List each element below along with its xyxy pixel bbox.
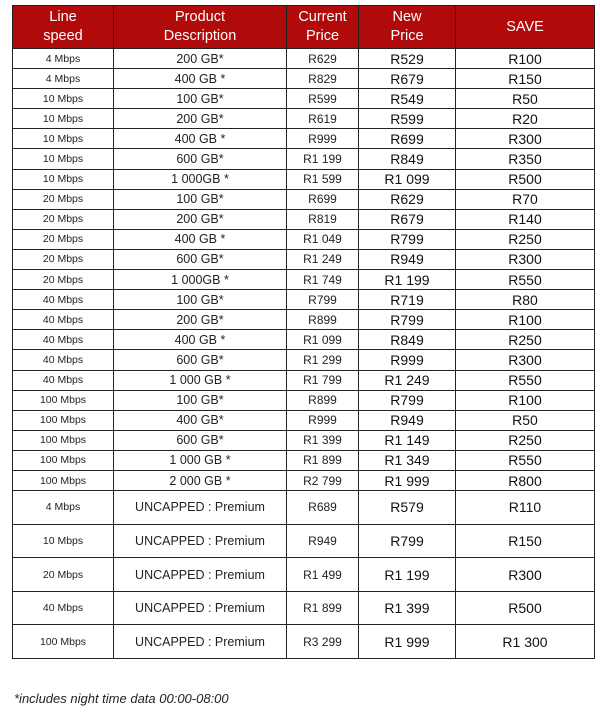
- current-price-cell: R899: [287, 390, 359, 410]
- product-description-cell: UNCAPPED : Premium: [114, 491, 287, 525]
- save-cell: R500: [456, 169, 595, 189]
- table-row: [13, 390, 595, 410]
- line-speed-cell: 20 Mbps: [13, 270, 114, 290]
- table-row: [13, 249, 595, 269]
- new-price-cell: R1 199: [359, 558, 456, 592]
- new-price-cell: R849: [359, 330, 456, 350]
- table-row: [13, 129, 595, 149]
- save-cell: R150: [456, 69, 595, 89]
- save-cell: R550: [456, 370, 595, 390]
- product-description-cell: 1 000 GB *: [114, 450, 287, 470]
- new-price-cell: R1 999: [359, 470, 456, 490]
- current-price-cell: R1 799: [287, 370, 359, 390]
- product-description-cell: 100 GB*: [114, 290, 287, 310]
- new-price-cell: R1 099: [359, 169, 456, 189]
- new-price-cell: R529: [359, 49, 456, 69]
- product-description-cell: 400 GB *: [114, 69, 287, 89]
- table-row: [13, 524, 595, 558]
- current-price-cell: R599: [287, 89, 359, 109]
- line-speed-cell: 20 Mbps: [13, 558, 114, 592]
- current-price-cell: R689: [287, 491, 359, 525]
- product-description-cell: 1 000 GB *: [114, 370, 287, 390]
- product-description-cell: 100 GB*: [114, 189, 287, 209]
- line-speed-cell: 40 Mbps: [13, 370, 114, 390]
- product-description-cell: 200 GB*: [114, 109, 287, 129]
- table-row: [13, 189, 595, 209]
- current-price-cell: R949: [287, 524, 359, 558]
- current-price-cell: R3 299: [287, 625, 359, 659]
- new-price-cell: R679: [359, 69, 456, 89]
- line-speed-cell: 40 Mbps: [13, 310, 114, 330]
- table-row: [13, 49, 595, 69]
- product-description-cell: 200 GB*: [114, 310, 287, 330]
- new-price-cell: R799: [359, 229, 456, 249]
- product-description-cell: 400 GB*: [114, 410, 287, 430]
- new-price-cell: R599: [359, 109, 456, 129]
- table-row: [13, 149, 595, 169]
- footnote: *includes night time data 00:00-08:00: [14, 691, 229, 706]
- header-new-price: New Price: [359, 6, 456, 49]
- table-row: [13, 310, 595, 330]
- new-price-cell: R679: [359, 209, 456, 229]
- new-price-cell: R949: [359, 410, 456, 430]
- new-price-cell: R629: [359, 189, 456, 209]
- line-speed-cell: 20 Mbps: [13, 209, 114, 229]
- line-speed-cell: 20 Mbps: [13, 189, 114, 209]
- save-cell: R50: [456, 89, 595, 109]
- save-cell: R550: [456, 270, 595, 290]
- save-cell: R250: [456, 229, 595, 249]
- line-speed-cell: 10 Mbps: [13, 169, 114, 189]
- product-description-cell: 2 000 GB *: [114, 470, 287, 490]
- line-speed-cell: 4 Mbps: [13, 69, 114, 89]
- save-cell: R300: [456, 558, 595, 592]
- current-price-cell: R699: [287, 189, 359, 209]
- line-speed-cell: 20 Mbps: [13, 229, 114, 249]
- product-description-cell: UNCAPPED : Premium: [114, 524, 287, 558]
- product-description-cell: 400 GB *: [114, 330, 287, 350]
- save-cell: R150: [456, 524, 595, 558]
- header-product-description: Product Description: [114, 6, 287, 49]
- line-speed-cell: 100 Mbps: [13, 390, 114, 410]
- product-description-cell: 600 GB*: [114, 249, 287, 269]
- product-description-cell: UNCAPPED : Premium: [114, 625, 287, 659]
- line-speed-cell: 20 Mbps: [13, 249, 114, 269]
- save-cell: R140: [456, 209, 595, 229]
- new-price-cell: R1 249: [359, 370, 456, 390]
- header-row: [13, 6, 595, 49]
- table-row: [13, 69, 595, 89]
- current-price-cell: R799: [287, 290, 359, 310]
- current-price-cell: R1 599: [287, 169, 359, 189]
- current-price-cell: R999: [287, 410, 359, 430]
- line-speed-cell: 10 Mbps: [13, 89, 114, 109]
- current-price-cell: R1 249: [287, 249, 359, 269]
- new-price-cell: R1 399: [359, 591, 456, 625]
- save-cell: R300: [456, 249, 595, 269]
- line-speed-cell: 4 Mbps: [13, 491, 114, 525]
- table-row: [13, 89, 595, 109]
- line-speed-cell: 100 Mbps: [13, 470, 114, 490]
- table-row: [13, 591, 595, 625]
- new-price-cell: R849: [359, 149, 456, 169]
- new-price-cell: R799: [359, 390, 456, 410]
- table-row: [13, 410, 595, 430]
- line-speed-cell: 100 Mbps: [13, 625, 114, 659]
- line-speed-cell: 10 Mbps: [13, 129, 114, 149]
- table-row: [13, 169, 595, 189]
- product-description-cell: UNCAPPED : Premium: [114, 591, 287, 625]
- save-cell: R70: [456, 189, 595, 209]
- new-price-cell: R549: [359, 89, 456, 109]
- new-price-cell: R1 999: [359, 625, 456, 659]
- save-cell: R80: [456, 290, 595, 310]
- header-save: SAVE: [456, 6, 595, 49]
- save-cell: R800: [456, 470, 595, 490]
- new-price-cell: R949: [359, 249, 456, 269]
- current-price-cell: R1 899: [287, 450, 359, 470]
- current-price-cell: R1 749: [287, 270, 359, 290]
- product-description-cell: 200 GB*: [114, 49, 287, 69]
- product-description-cell: 400 GB *: [114, 229, 287, 249]
- current-price-cell: R1 099: [287, 330, 359, 350]
- save-cell: R300: [456, 129, 595, 149]
- save-cell: R300: [456, 350, 595, 370]
- current-price-cell: R1 499: [287, 558, 359, 592]
- line-speed-cell: 40 Mbps: [13, 330, 114, 350]
- line-speed-cell: 10 Mbps: [13, 524, 114, 558]
- header-line-speed: Line speed: [13, 6, 114, 49]
- pricing-table: [12, 5, 595, 659]
- current-price-cell: R1 899: [287, 591, 359, 625]
- product-description-cell: 200 GB*: [114, 209, 287, 229]
- current-price-cell: R2 799: [287, 470, 359, 490]
- new-price-cell: R1 349: [359, 450, 456, 470]
- save-cell: R250: [456, 430, 595, 450]
- save-cell: R50: [456, 410, 595, 430]
- product-description-cell: 600 GB*: [114, 350, 287, 370]
- current-price-cell: R819: [287, 209, 359, 229]
- line-speed-cell: 40 Mbps: [13, 290, 114, 310]
- current-price-cell: R1 049: [287, 229, 359, 249]
- line-speed-cell: 100 Mbps: [13, 430, 114, 450]
- table-row: [13, 470, 595, 490]
- save-cell: R20: [456, 109, 595, 129]
- save-cell: R100: [456, 390, 595, 410]
- product-description-cell: 400 GB *: [114, 129, 287, 149]
- line-speed-cell: 10 Mbps: [13, 149, 114, 169]
- table-row: [13, 109, 595, 129]
- line-speed-cell: 4 Mbps: [13, 49, 114, 69]
- new-price-cell: R999: [359, 350, 456, 370]
- new-price-cell: R719: [359, 290, 456, 310]
- product-description-cell: 100 GB*: [114, 89, 287, 109]
- product-description-cell: 600 GB*: [114, 149, 287, 169]
- table-row: [13, 625, 595, 659]
- save-cell: R1 300: [456, 625, 595, 659]
- table-row: [13, 370, 595, 390]
- table-row: [13, 270, 595, 290]
- line-speed-cell: 40 Mbps: [13, 591, 114, 625]
- save-cell: R100: [456, 310, 595, 330]
- new-price-cell: R799: [359, 310, 456, 330]
- table-row: [13, 330, 595, 350]
- line-speed-cell: 10 Mbps: [13, 109, 114, 129]
- table-row: [13, 350, 595, 370]
- current-price-cell: R1 399: [287, 430, 359, 450]
- product-description-cell: 100 GB*: [114, 390, 287, 410]
- current-price-cell: R899: [287, 310, 359, 330]
- current-price-cell: R619: [287, 109, 359, 129]
- current-price-cell: R1 299: [287, 350, 359, 370]
- save-cell: R550: [456, 450, 595, 470]
- current-price-cell: R829: [287, 69, 359, 89]
- product-description-cell: 600 GB*: [114, 430, 287, 450]
- product-description-cell: UNCAPPED : Premium: [114, 558, 287, 592]
- table-row: [13, 430, 595, 450]
- table-row: [13, 209, 595, 229]
- table-row: [13, 558, 595, 592]
- current-price-cell: R629: [287, 49, 359, 69]
- product-description-cell: 1 000GB *: [114, 169, 287, 189]
- header-current-price: Current Price: [287, 6, 359, 49]
- save-cell: R250: [456, 330, 595, 350]
- table-row: [13, 491, 595, 525]
- current-price-cell: R1 199: [287, 149, 359, 169]
- save-cell: R110: [456, 491, 595, 525]
- table-row: [13, 229, 595, 249]
- line-speed-cell: 100 Mbps: [13, 410, 114, 430]
- table-row: [13, 450, 595, 470]
- line-speed-cell: 40 Mbps: [13, 350, 114, 370]
- new-price-cell: R699: [359, 129, 456, 149]
- line-speed-cell: 100 Mbps: [13, 450, 114, 470]
- product-description-cell: 1 000GB *: [114, 270, 287, 290]
- new-price-cell: R1 149: [359, 430, 456, 450]
- new-price-cell: R1 199: [359, 270, 456, 290]
- save-cell: R100: [456, 49, 595, 69]
- save-cell: R500: [456, 591, 595, 625]
- new-price-cell: R579: [359, 491, 456, 525]
- current-price-cell: R999: [287, 129, 359, 149]
- save-cell: R350: [456, 149, 595, 169]
- table-row: [13, 290, 595, 310]
- new-price-cell: R799: [359, 524, 456, 558]
